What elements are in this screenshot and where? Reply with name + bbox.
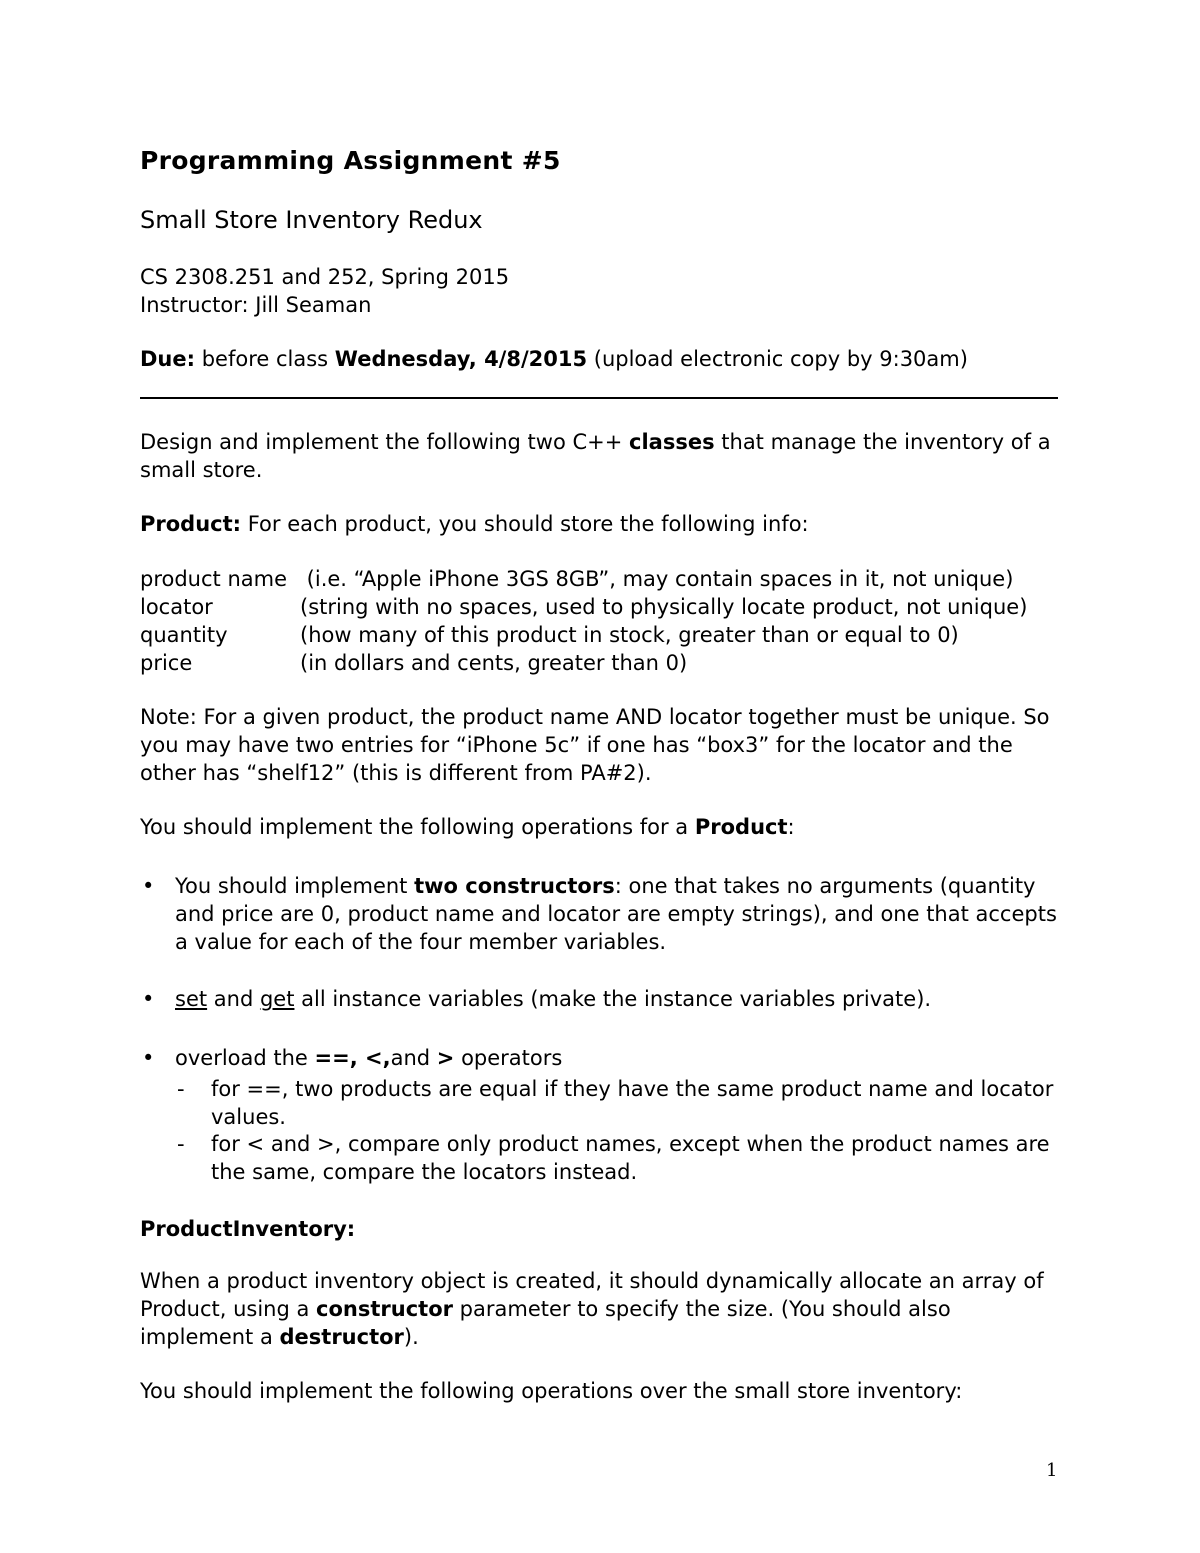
inv-l2-pre: Product, using a <box>140 1297 317 1321</box>
field-desc: (string with no spaces, used to physically locate product, not unique) <box>300 595 1028 619</box>
b1-line3: a value for each of the four member variables. <box>175 930 667 954</box>
inv-l3-bold: destructor <box>279 1325 404 1349</box>
sub2-line2: the same, compare the locators instead. <box>211 1160 638 1184</box>
b2-get: get <box>259 987 295 1011</box>
product-intro-text: For each product, you should store the following info: <box>241 512 809 536</box>
intro-text-2: that manage the inventory of a small store. <box>140 430 1051 482</box>
due-line <box>140 345 968 373</box>
sub1-line2: values. <box>211 1105 286 1129</box>
bullet-dot-icon: • <box>142 874 155 898</box>
b3-and: and <box>390 1046 437 1070</box>
b1-pre: You should implement <box>175 874 415 898</box>
instructor-line: Instructor: Jill Seaman <box>140 293 372 317</box>
page-number: 1 <box>1046 1460 1058 1481</box>
b1-line2: and price are 0, product name and locator are empty strings), and one that accepts <box>175 902 1057 926</box>
ops-intro-text: You should implement the following operations for a <box>140 815 695 839</box>
due-before: before class <box>195 347 335 371</box>
b2-and: and <box>207 987 260 1011</box>
horizontal-divider <box>140 397 1058 399</box>
inv-l2-bold: constructor <box>316 1297 453 1321</box>
bullet-text <box>175 872 1060 956</box>
sub-bullet-compare <box>175 1130 1055 1186</box>
ops-intro-end: : <box>787 815 795 839</box>
inventory-heading: ProductInventory: <box>140 1217 356 1241</box>
bullet-set-get <box>140 985 1060 1013</box>
product-ops-intro <box>140 813 795 841</box>
due-label: Due: <box>140 347 196 371</box>
b3-gt: > <box>436 1046 455 1070</box>
inventory-line-3 <box>140 1323 419 1351</box>
document-subtitle: Small Store Inventory Redux <box>140 206 483 234</box>
sub1-line1: for ==, two products are equal if they have the same product name and locator <box>211 1077 1054 1101</box>
bullet-text <box>175 1044 1060 1072</box>
field-desc: (in dollars and cents, greater than 0) <box>300 651 688 675</box>
due-date: Wednesday, 4/8/2015 <box>334 347 588 371</box>
intro-paragraph <box>140 428 1060 484</box>
dash-icon: - <box>177 1077 185 1101</box>
product-heading-line <box>140 510 809 538</box>
b1-line1-post: : one that takes no arguments (quantity <box>614 874 1036 898</box>
field-row-quantity <box>140 621 959 649</box>
field-desc: (i.e. “Apple iPhone 3GS 8GB”, may contain spaces in it, not unique) <box>300 567 1014 591</box>
b3-ops: ==, <, <box>314 1046 391 1070</box>
sub-bullet-equality <box>175 1075 1055 1131</box>
inv-l3-pre: implement a <box>140 1325 280 1349</box>
b2-set: set <box>175 987 208 1011</box>
intro-text-1: Design and implement the following two C++ <box>140 430 630 454</box>
inventory-line-1: When a product inventory object is created, it should dynamically allocate an array of <box>140 1269 1044 1293</box>
document-title: Programming Assignment #5 <box>140 146 561 175</box>
inventory-ops-intro: You should implement the following operations over the small store inventory: <box>140 1379 963 1403</box>
field-desc: (how many of this product in stock, greater than or equal to 0) <box>300 623 959 647</box>
ops-intro-bold: Product <box>694 815 788 839</box>
field-name: product name <box>140 567 287 591</box>
sub2-line1: for < and >, compare only product names, except when the product names are <box>211 1132 1050 1156</box>
bullet-dot-icon: • <box>142 1046 155 1070</box>
inv-l3-post: ). <box>403 1325 419 1349</box>
product-label: Product: <box>140 512 242 536</box>
field-name: quantity <box>140 623 228 647</box>
inv-l2-post: parameter to specify the size. (You should also <box>452 1297 951 1321</box>
note-line-1: Note: For a given product, the product name AND locator together must be unique. So <box>140 705 1050 729</box>
field-row-product-name <box>140 565 1013 593</box>
field-row-price <box>140 649 687 677</box>
sub-bullet-text <box>211 1075 1055 1131</box>
bullet-text <box>175 985 1060 1013</box>
note-line-3: other has “shelf12” (this is different from PA#2). <box>140 761 652 785</box>
bullet-constructors <box>140 872 1060 956</box>
sub-bullet-text <box>211 1130 1055 1186</box>
b1-bold: two constructors <box>414 874 615 898</box>
field-name: locator <box>140 595 213 619</box>
bullet-dot-icon: • <box>142 987 155 1011</box>
note-line-2: you may have two entries for “iPhone 5c” if one has “box3” for the locator and the <box>140 733 1013 757</box>
b3-post: operators <box>454 1046 563 1070</box>
b3-pre: overload the <box>175 1046 315 1070</box>
b2-post: all instance variables (make the instance variables private). <box>294 987 932 1011</box>
inventory-line-2 <box>140 1295 951 1323</box>
bullet-overload <box>140 1044 1060 1072</box>
field-name: price <box>140 651 193 675</box>
due-after: (upload electronic copy by 9:30am) <box>587 347 968 371</box>
course-line: CS 2308.251 and 252, Spring 2015 <box>140 265 510 289</box>
intro-bold-classes: classes <box>629 430 715 454</box>
dash-icon: - <box>177 1132 185 1156</box>
field-row-locator <box>140 593 1027 621</box>
